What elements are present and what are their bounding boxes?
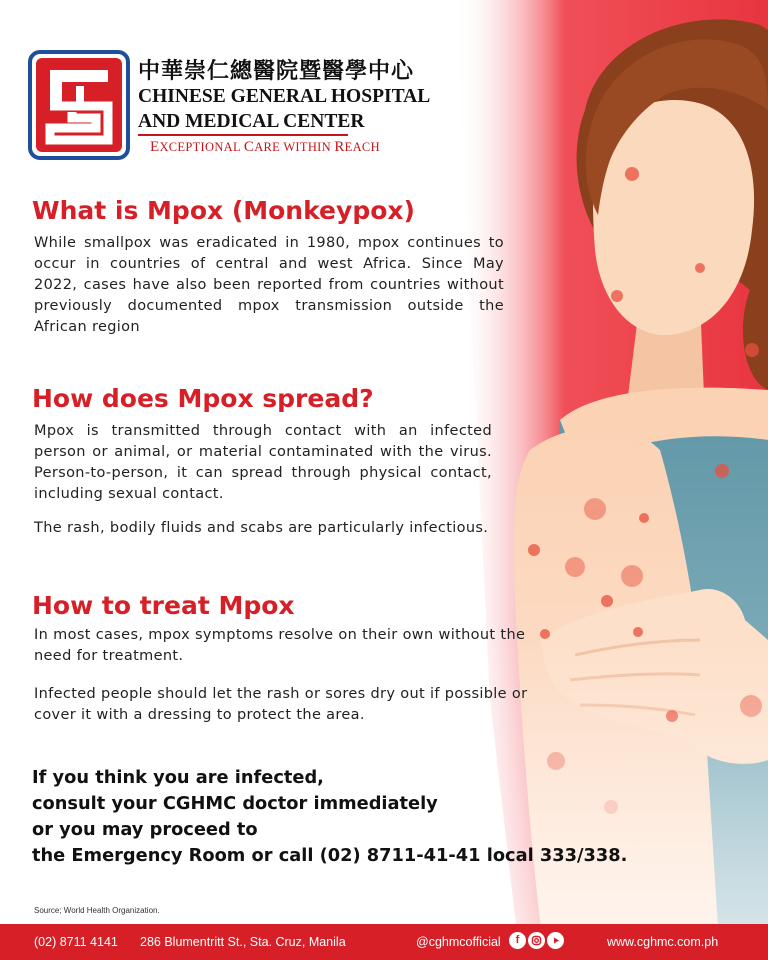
facebook-icon[interactable]: f [509,932,526,949]
cta-line: consult your CGHMC doctor immediately [32,793,438,814]
tagline-divider [138,134,348,136]
cta-line: the Emergency Room or call (02) 8711-41-41 local 333/338. [32,845,628,866]
hospital-chinese-name: 中華崇仁總醫院暨醫學中心 [138,58,415,84]
cta-line: If you think you are infected, [32,767,324,788]
footer-website[interactable]: www.cghmc.com.ph [607,935,719,949]
paragraph-how-treat-2: Infected people should let the rash or sores dry out if possible or cover it with a dressing to protect the area. [34,686,528,723]
heading-what-is-mpox: What is Mpox (Monkeypox) [32,196,415,225]
source-note: Source; World Health Organization. [34,906,160,915]
paragraph-what-is-mpox: While smallpox was eradicated in 1980, mpox continues to occur in countries of central and west Africa. Since May 2022, cases have also been reported from countries without previously documented mpox transmission outside the African region [34,235,504,335]
footer-phone[interactable]: (02) 8711 4141 [34,935,118,949]
heading-how-treat: How to treat Mpox [32,591,295,620]
tagline: EXCEPTIONAL CARE WITHIN REACH [150,139,380,155]
call-to-action [32,765,627,869]
footer-address: 286 Blumentritt St., Sta. Cruz, Manila [140,935,346,949]
paragraph-how-spread-2: The rash, bodily fluids and scabs are particularly infectious. [34,520,489,536]
hospital-name-line1: CHINESE GENERAL HOSPITAL [138,86,431,107]
footer-bar [0,924,768,960]
paragraph-how-treat-1: In most cases, mpox symptoms resolve on their own without the need for treatment. [34,627,526,664]
footer-social-handle[interactable]: @cghmcofficial [416,935,501,949]
cta-line: or you may proceed to [32,819,258,840]
instagram-icon[interactable] [528,932,545,949]
cghmc-logo [28,50,130,160]
hospital-english-name [138,84,430,134]
paragraph-how-spread-1: Mpox is transmitted through contact with an infected person or animal, or material contaminated with the virus. Person-to-person, it can spread through physical contact, including sexual contact. [34,423,492,502]
hospital-name-line2: AND MEDICAL CENTER [138,111,365,132]
heading-how-spread: How does Mpox spread? [32,384,374,413]
youtube-icon[interactable] [547,932,564,949]
